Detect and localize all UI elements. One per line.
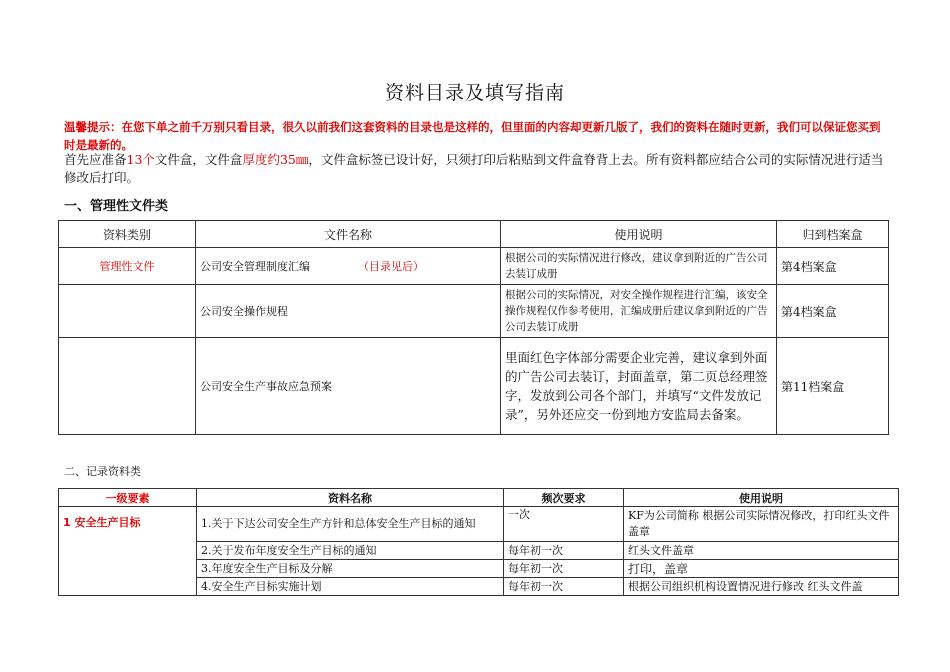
frequency-cell: 每年初一次: [504, 578, 624, 596]
category-cell: [59, 285, 196, 338]
frequency-cell: 一次: [504, 507, 624, 542]
usage-cell: KF为公司简称 根据公司实际情况修改，打印红头文件 盖章: [624, 507, 899, 542]
element-cell: 1 安全生产目标: [59, 507, 197, 596]
doc-name-cell: 3.年度安全生产目标及分解: [197, 560, 504, 578]
warm-tip: 温馨提示：在您下单之前千万别只看目录，很久以前我们这套资料的目录也是这样的，但里面的内容却更新几版了，我们的资料在随时更新，我们可以保证您买到时是最新的。: [64, 120, 881, 152]
box-cell: 第4档案盒: [777, 285, 889, 338]
section-heading-management: 一、管理性文件类: [64, 199, 169, 214]
header-category: 资料类别: [59, 221, 196, 248]
table-row: [59, 338, 889, 435]
intro-part-1: 首先应准备: [64, 152, 127, 167]
table-row: [59, 507, 899, 542]
category-cell: [59, 338, 196, 435]
catalog-note: （目录见后）: [358, 260, 424, 273]
intro-part-3: ，文件盒标签已设计好，只须打印后粘贴到文件盒脊背上去。所有资料都应结合公司的实际情况进行适当修改后打印。: [64, 152, 884, 185]
usage-cell: 打印，盖章: [624, 560, 899, 578]
table-row: [59, 285, 889, 338]
usage-cell: 红头文件盖章: [624, 542, 899, 560]
header-element: 一级要素: [59, 489, 197, 507]
box-cell: 第11档案盒: [777, 338, 889, 435]
box-cell: 第4档案盒: [777, 248, 889, 285]
management-docs-table: [58, 220, 889, 435]
file-name: 公司安全管理制度汇编: [200, 260, 310, 273]
usage-cell: 根据公司的实际情况，对安全操作规程进行汇编，该安全操作规程仅作参考使用，汇编成册后建议拿到附近的广告公司去装订成册: [501, 285, 777, 338]
table-header-row: [59, 489, 899, 507]
header-usage: 使用说明: [501, 221, 777, 248]
table-header-row: [59, 221, 889, 248]
header-doc-name: 资料名称: [197, 489, 504, 507]
doc-name-cell: 4.安全生产目标实施计划: [197, 578, 504, 596]
doc-name-cell: 2.关于发布年度安全生产目标的通知: [197, 542, 504, 560]
frequency-cell: 每年初一次: [504, 542, 624, 560]
intro-count: 13个: [126, 152, 155, 167]
category-cell: 管理性文件: [59, 248, 196, 285]
file-name-cell: [196, 248, 501, 285]
header-frequency: 频次要求: [504, 489, 624, 507]
header-usage: 使用说明: [624, 489, 899, 507]
frequency-cell: 每年初一次: [504, 560, 624, 578]
usage-cell: 里面红色字体部分需要企业完善，建议拿到外面的广告公司去装订，封面盖章，第二页总经理签字，发放到公司各个部门，并填写“文件发放记录”，另外还应交一份到地方安监局去备案。: [501, 338, 777, 435]
usage-cell: 根据公司的实际情况进行修改，建议拿到附近的广告公司去装订成册: [501, 248, 777, 285]
header-box: 归到档案盒: [777, 221, 889, 248]
page-title: 资料目录及填写指南: [384, 82, 565, 104]
intro-part-2: 文件盒，文件盒: [154, 152, 243, 167]
file-name-cell: 公司安全操作规程: [196, 285, 501, 338]
intro-paragraph: [64, 151, 894, 187]
table-row: [59, 248, 889, 285]
doc-name-cell: 1.关于下达公司安全生产方针和总体安全生产目标的通知: [197, 507, 504, 542]
intro-thickness: 厚度约35㎜: [242, 152, 309, 167]
records-table: [58, 488, 899, 596]
header-name: 文件名称: [196, 221, 501, 248]
file-name-cell: 公司安全生产事故应急预案: [196, 338, 501, 435]
section-heading-records: 二、记录资料类: [64, 465, 141, 478]
usage-cell: 根据公司组织机构设置情况进行修改 红头文件盖: [624, 578, 899, 596]
